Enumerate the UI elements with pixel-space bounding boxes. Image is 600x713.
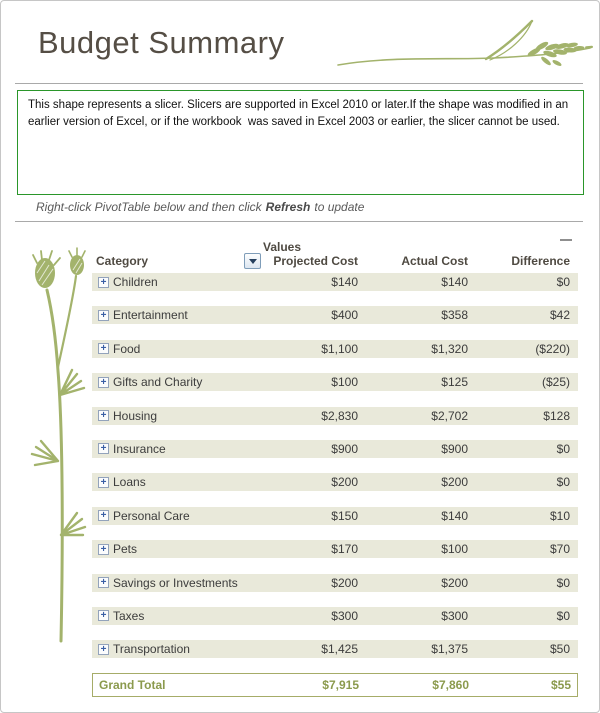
grand-total-label: Grand Total [99,678,166,692]
grand-total-row [92,673,578,697]
difference-cell: $0 [556,441,570,456]
category-cell: Housing [113,408,158,423]
actual-cost-cell: $140 [441,275,468,289]
filter-dropdown-arrow-icon [249,259,257,264]
difference-cell: $0 [556,475,570,490]
expand-plus-icon[interactable]: + [98,544,109,555]
category-cell: Personal Care [113,508,190,523]
pivot-header-row [92,254,578,271]
pivot-category-row[interactable] [92,574,578,592]
difference-cell: $128 [543,408,570,423]
projected-cost-cell: $200 [331,575,358,590]
pivot-category-row[interactable] [92,540,578,558]
category-filter-dropdown-button[interactable] [244,253,261,269]
projected-cost-column-header: Projected Cost [273,254,358,268]
flower-bud-right [69,248,85,275]
page-title: Budget Summary [38,25,285,60]
expand-plus-icon[interactable]: + [98,277,109,288]
grand-total-projected: $7,915 [322,678,359,692]
expand-plus-icon[interactable]: + [98,410,109,421]
projected-cost-cell: $1,425 [321,642,358,657]
pivot-category-row[interactable] [92,407,578,425]
expand-plus-icon[interactable]: + [98,377,109,388]
pivot-category-row[interactable] [92,306,578,324]
actual-cost-cell: $125 [441,375,468,390]
wildflower-stem-icon [15,243,93,643]
category-cell: Taxes [113,608,145,623]
actual-cost-column-header: Actual Cost [401,254,468,268]
projected-cost-cell: $140 [331,275,358,289]
difference-cell: $10 [549,508,570,523]
expand-plus-icon[interactable]: + [98,343,109,354]
difference-cell: $50 [549,642,570,657]
category-cell: Children [113,275,158,289]
pivot-category-row[interactable] [92,607,578,625]
projected-cost-cell: $200 [331,475,358,490]
expand-plus-icon[interactable]: + [98,443,109,454]
category-cell: Gifts and Charity [113,375,203,390]
hint-divider [15,221,583,222]
expand-plus-icon[interactable]: + [98,644,109,655]
hint-prefix: Right-click PivotTable below and then click [36,200,262,214]
flower-bud-left [33,251,60,288]
difference-cell: $0 [556,608,570,623]
category-cell: Entertainment [113,308,188,323]
expand-plus-icon[interactable]: + [98,477,109,488]
pivot-category-row[interactable] [92,507,578,525]
projected-cost-cell: $900 [331,441,358,456]
expand-plus-icon[interactable]: + [98,577,109,588]
pivot-category-row[interactable] [92,340,578,358]
category-column-header: Category [96,254,149,268]
grand-total-actual: $7,860 [432,678,469,692]
expand-plus-icon[interactable]: + [98,310,109,321]
projected-cost-cell: $170 [331,542,358,557]
expand-plus-icon[interactable]: + [98,610,109,621]
category-cell: Transportation [113,642,190,657]
pivot-category-row[interactable] [92,473,578,491]
difference-column-header: Difference [511,254,570,268]
actual-cost-cell: $358 [441,308,468,323]
title-divider [15,83,583,84]
actual-cost-cell: $140 [441,508,468,523]
pivot-category-row[interactable] [92,373,578,391]
projected-cost-cell: $400 [331,308,358,323]
wheat-grains [527,40,594,67]
pivot-category-row[interactable] [92,273,578,291]
pivot-refresh-hint [36,200,364,214]
actual-cost-cell: $1,320 [431,341,468,356]
projected-cost-cell: $150 [331,508,358,523]
actual-cost-cell: $900 [441,441,468,456]
outline-collapse-dash[interactable] [560,239,572,241]
difference-cell: $42 [549,308,570,323]
actual-cost-cell: $300 [441,608,468,623]
difference-cell: $70 [549,542,570,557]
projected-cost-cell: $300 [331,608,358,623]
actual-cost-cell: $200 [441,575,468,590]
difference-cell: ($25) [541,375,570,390]
actual-cost-cell: $1,375 [431,642,468,657]
pivot-rows [92,273,578,674]
hint-suffix: to update [314,200,365,214]
grand-total-difference: $55 [550,678,571,692]
hint-refresh-word: Refresh [265,200,311,214]
category-cell: Pets [113,542,138,557]
difference-cell: ($220) [535,341,570,356]
expand-plus-icon[interactable]: + [98,510,109,521]
projected-cost-cell: $2,830 [321,408,358,423]
projected-cost-cell: $100 [331,375,358,390]
category-cell: Food [113,341,141,356]
actual-cost-cell: $2,702 [431,408,468,423]
slicer-placeholder-shape[interactable] [17,90,584,195]
difference-cell: $0 [556,275,570,289]
difference-cell: $0 [556,575,570,590]
projected-cost-cell: $1,100 [321,341,358,356]
actual-cost-cell: $100 [441,542,468,557]
category-cell: Savings or Investments [113,575,238,590]
pivot-category-row[interactable] [92,640,578,658]
category-cell: Insurance [113,441,166,456]
values-header-label: Values [263,240,302,254]
wheat-flourish-icon [336,19,594,77]
actual-cost-cell: $200 [441,475,468,490]
category-cell: Loans [113,475,146,490]
slicer-message-text: This shape represents a slicer. Slicers are supported in Excel 2010 or later.If the shape was modified in an earlier version of Excel, or if the workbook was saved in Excel 2003 or earlier, the slicer cannot be used. [28,99,572,129]
pivot-category-row[interactable] [92,440,578,458]
